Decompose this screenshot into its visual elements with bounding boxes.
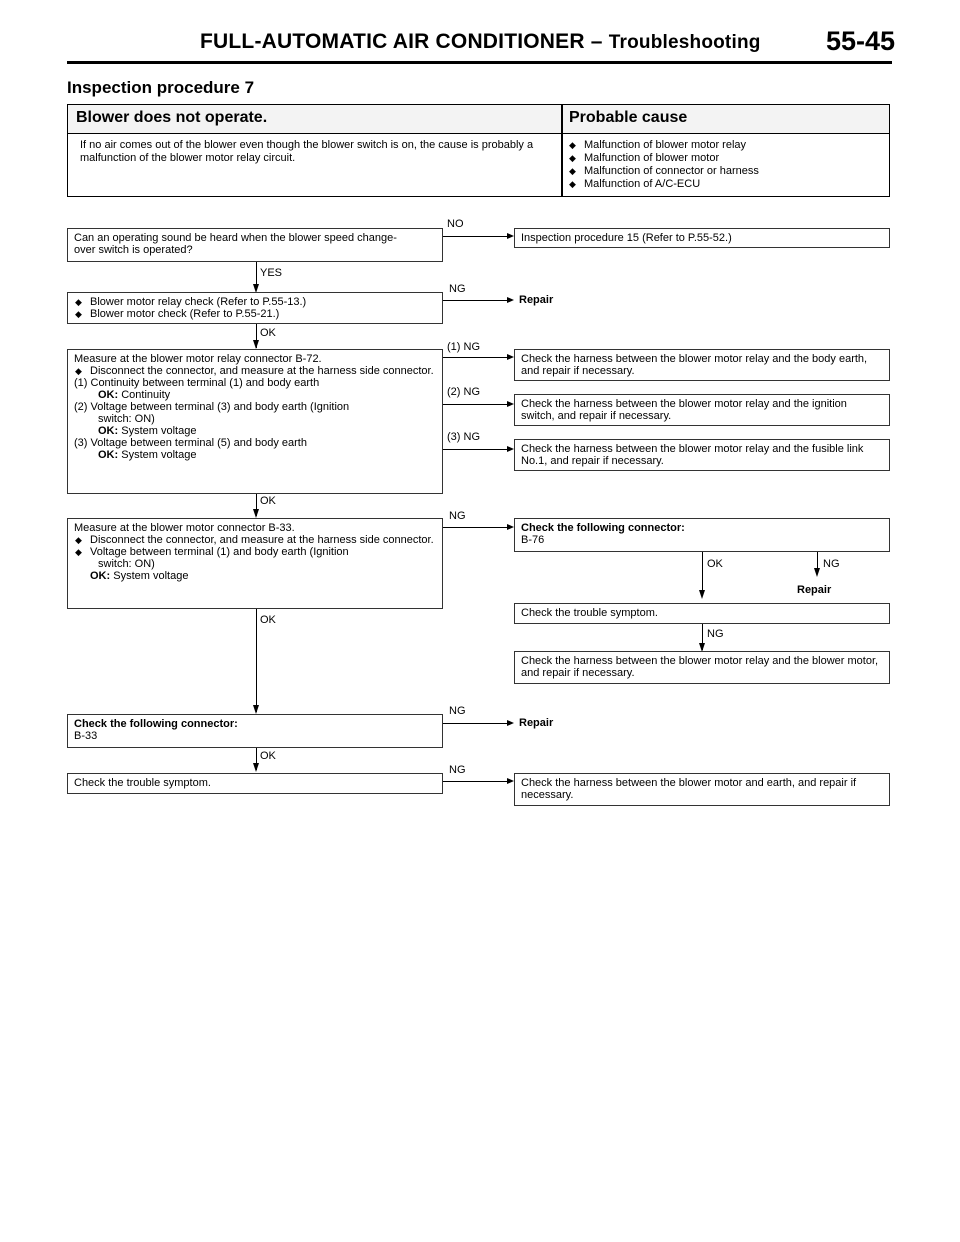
step3-ng1-result: Check the harness between the blower motor relay and the body earth, and repair if necessary.: [521, 353, 868, 377]
step2-item2: ◆ Blower motor check (Refer to P.55-21.): [74, 308, 436, 320]
step1-no-result: Inspection procedure 15 (Refer to P.55-52.): [521, 232, 732, 244]
connector-line: [256, 262, 257, 286]
arrow-down-icon: [253, 509, 259, 518]
symptom-description: If no air comes out of the blower even though the blower switch is on, the cause is probably a malfunction of the blower motor relay circuit.: [80, 139, 534, 164]
step3-ng3-result-box: [514, 439, 890, 471]
step5-title: Check the following connector:: [74, 718, 238, 730]
connector-line: [443, 781, 509, 782]
conn-check-value: B-76: [521, 534, 545, 546]
section-title: Inspection procedure 7: [67, 78, 255, 97]
connector-line: [256, 609, 257, 712]
arrow-right-icon: [507, 401, 514, 407]
step6-text: Check the trouble symptom.: [74, 777, 211, 789]
connector-line: [443, 449, 509, 450]
step6-ng-result-box: [514, 773, 890, 806]
connector-line: [443, 236, 509, 237]
arrow-right-icon: [507, 354, 514, 360]
step3-check1: (1) Continuity between terminal (1) and body earth: [74, 377, 320, 389]
step6-ng-result: Check the harness between the blower motor and earth, and repair if necessary.: [521, 777, 857, 801]
cause-item: ◆ Malfunction of blower motor: [568, 152, 759, 165]
step3-ng3-result: Check the harness between the blower motor relay and the fusible link No.1, and repair if necessary.: [521, 443, 864, 467]
step3-check2-ok: [74, 425, 436, 437]
step5-ng-result: Repair: [519, 717, 554, 729]
step1-line1: Can an operating sound be heard when the blower speed change-: [74, 232, 397, 244]
step2-box: [67, 292, 443, 324]
arrow-down-icon: [814, 568, 820, 577]
ok-label: OK:: [98, 449, 119, 461]
step3-check2-line2: switch: ON): [98, 413, 155, 425]
symptom-check-1-box: [514, 603, 890, 624]
connector-line: [443, 300, 509, 301]
ok-value: System voltage: [113, 570, 189, 582]
step3-ng2-result: Check the harness between the blower motor relay and the ignition switch, and repair if necessary.: [521, 398, 847, 422]
header-title-separator: –: [590, 30, 603, 53]
step1-box: [67, 228, 443, 262]
arrow-right-icon: [507, 297, 514, 303]
step3-ng1-result-box: [514, 349, 890, 381]
arrow-down-icon: [253, 705, 259, 714]
connector-line: [443, 357, 509, 358]
connector-line: [443, 404, 509, 405]
step3-check3-ok: [74, 449, 436, 461]
step2-ng-label: NG: [449, 283, 466, 295]
ok-value: System voltage: [121, 425, 197, 437]
arrow-down-icon: [699, 590, 705, 599]
arrow-right-icon: [507, 720, 514, 726]
step3-ok-label: OK: [260, 495, 276, 507]
arrow-right-icon: [507, 233, 514, 239]
step2-ng-result: Repair: [519, 294, 554, 306]
step4-ok-label: OK: [260, 614, 276, 626]
ok-value: System voltage: [121, 449, 197, 461]
cause-list: [568, 139, 759, 191]
step2-ok-label: OK: [260, 327, 276, 339]
step5-ok-label: OK: [260, 750, 276, 762]
step4-intro: Measure at the blower motor connector B-33.: [74, 522, 295, 534]
step3-ng2-result-box: [514, 394, 890, 426]
conn-ng-result: Repair: [797, 584, 832, 596]
step1-yes-label: YES: [260, 267, 283, 279]
step4-bullet1: ◆ Disconnect the connector, and measure at the harness side connector.: [74, 534, 436, 546]
header-title-sub: Troubleshooting: [608, 32, 761, 53]
ok-label: OK:: [98, 389, 119, 401]
page-header-title: [200, 30, 761, 54]
step3-check2-line1: (2) Voltage between terminal (3) and body earth (Ignition: [74, 401, 350, 413]
arrow-right-icon: [507, 524, 514, 530]
conn-ok-label: OK: [707, 558, 723, 570]
step3-ng1-label: (1) NG: [447, 341, 480, 353]
connector-line: [443, 723, 509, 724]
arrow-right-icon: [507, 778, 514, 784]
summary-table-divider: [561, 105, 563, 196]
ok-value: Continuity: [121, 389, 171, 401]
cause-item: ◆ Malfunction of blower motor relay: [568, 139, 759, 152]
symptom1-ng-result: Check the harness between the blower motor relay and the blower motor, and repair if necessary.: [521, 655, 879, 679]
cause-heading: Probable cause: [569, 109, 688, 126]
ok-label: OK:: [98, 425, 119, 437]
conn-ng-label: NG: [823, 558, 840, 570]
arrow-down-icon: [253, 340, 259, 349]
step3-bullet: ◆ Disconnect the connector, and measure at the harness side connector.: [74, 365, 436, 377]
conn-check-box: [514, 518, 890, 552]
page-number: 55-45: [826, 26, 896, 56]
step5-ng-label: NG: [449, 705, 466, 717]
step6-box: [67, 773, 443, 794]
step1-no-label: NO: [447, 218, 464, 230]
connector-line: [443, 527, 509, 528]
symptom-check-1: Check the trouble symptom.: [521, 607, 658, 619]
symptom-heading: Blower does not operate.: [76, 109, 268, 126]
header-title-main: FULL-AUTOMATIC AIR CONDITIONER: [200, 30, 585, 53]
step3-ng2-label: (2) NG: [447, 386, 480, 398]
step5-value: B-33: [74, 730, 98, 742]
ok-label: OK:: [90, 570, 111, 582]
cause-item: ◆ Malfunction of connector or harness: [568, 165, 759, 178]
arrow-down-icon: [253, 763, 259, 772]
step4-ng-label: NG: [449, 510, 466, 522]
cause-item: ◆ Malfunction of A/C-ECU: [568, 178, 759, 191]
step1-line2: over switch is operated?: [74, 244, 193, 256]
step5-box: [67, 714, 443, 748]
step3-check1-ok: [74, 389, 436, 401]
conn-check-title: Check the following connector:: [521, 522, 685, 534]
step3-ng3-label: (3) NG: [447, 431, 480, 443]
step2-item1: ◆ Blower motor relay check (Refer to P.55-13.): [74, 296, 436, 308]
step3-box: [67, 349, 443, 494]
step3-intro: Measure at the blower motor relay connector B-72.: [74, 353, 322, 365]
step4-bullet2-line1: ◆ Voltage between terminal (1) and body earth (Ignition: [74, 546, 436, 558]
step3-check3: (3) Voltage between terminal (5) and body earth: [74, 437, 307, 449]
step6-ng-label: NG: [449, 764, 466, 776]
arrow-right-icon: [507, 446, 514, 452]
symptom1-ng-result-box: [514, 651, 890, 684]
step4-ok: [74, 570, 436, 582]
step4-bullet2-line2: switch: ON): [98, 558, 155, 570]
summary-table: [67, 104, 890, 197]
step4-box: [67, 518, 443, 609]
step1-no-result-box: [514, 228, 890, 248]
header-rule: [67, 61, 892, 64]
symptom1-ng-label: NG: [707, 628, 724, 640]
